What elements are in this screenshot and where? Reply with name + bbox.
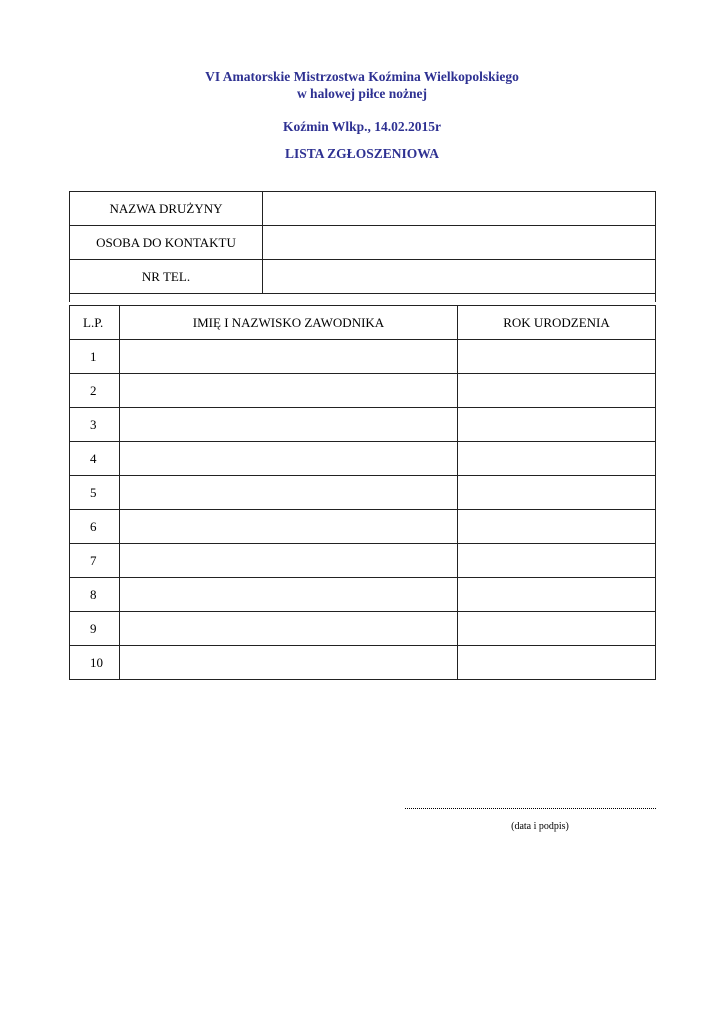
row-number: 7 <box>70 544 120 578</box>
player-name-field[interactable] <box>120 578 458 612</box>
player-name-field[interactable] <box>120 476 458 510</box>
birth-year-field[interactable] <box>458 408 656 442</box>
birth-year-field[interactable] <box>458 646 656 680</box>
col-header-name: IMIĘ I NAZWISKO ZAWODNIKA <box>120 306 458 340</box>
player-name-field[interactable] <box>120 646 458 680</box>
row-number: 6 <box>70 510 120 544</box>
signature-caption: (data i podpis) <box>511 821 569 832</box>
row-number: 4 <box>70 442 120 476</box>
player-name-field[interactable] <box>120 442 458 476</box>
player-name-field[interactable] <box>120 340 458 374</box>
table-row <box>70 544 656 578</box>
signature-line[interactable] <box>405 808 656 809</box>
table-row <box>70 374 656 408</box>
table-row <box>70 442 656 476</box>
table-row <box>70 578 656 612</box>
place-and-date: Koźmin Wlkp., 14.02.2015r <box>282 119 441 134</box>
birth-year-field[interactable] <box>458 374 656 408</box>
table-row <box>70 476 656 510</box>
birth-year-field[interactable] <box>458 544 656 578</box>
contact-label: OSOBA DO KONTAKTU <box>70 226 263 260</box>
birth-year-field[interactable] <box>458 476 656 510</box>
birth-year-field[interactable] <box>458 510 656 544</box>
row-number: 8 <box>70 578 120 612</box>
player-name-field[interactable] <box>120 544 458 578</box>
team-info-table <box>69 191 656 302</box>
table-row <box>70 646 656 680</box>
row-number: 3 <box>70 408 120 442</box>
player-name-field[interactable] <box>120 510 458 544</box>
players-header-row <box>70 306 656 340</box>
col-header-year: ROK URODZENIA <box>458 306 656 340</box>
team-name-field[interactable] <box>263 192 656 226</box>
tournament-subtitle: w halowej piłce nożnej <box>296 86 428 101</box>
birth-year-field[interactable] <box>458 578 656 612</box>
phone-label: NR TEL. <box>70 260 263 294</box>
col-header-lp: L.P. <box>70 306 120 340</box>
player-name-field[interactable] <box>120 374 458 408</box>
table-row <box>70 612 656 646</box>
contact-field[interactable] <box>263 226 656 260</box>
row-number: 5 <box>70 476 120 510</box>
table-row <box>70 340 656 374</box>
phone-row <box>70 260 656 294</box>
birth-year-field[interactable] <box>458 442 656 476</box>
row-number: 2 <box>70 374 120 408</box>
birth-year-field[interactable] <box>458 612 656 646</box>
form-title: LISTA ZGŁOSZENIOWA <box>285 146 439 161</box>
spacer-cell <box>70 294 656 303</box>
phone-field[interactable] <box>263 260 656 294</box>
row-number: 1 <box>70 340 120 374</box>
birth-year-field[interactable] <box>458 340 656 374</box>
player-name-field[interactable] <box>120 408 458 442</box>
team-name-row <box>70 192 656 226</box>
contact-row <box>70 226 656 260</box>
spacer-row <box>70 294 656 303</box>
players-table <box>69 305 656 680</box>
row-number: 9 <box>70 612 120 646</box>
table-row <box>70 510 656 544</box>
tournament-title: VI Amatorskie Mistrzostwa Koźmina Wielkopolskiego <box>205 69 519 84</box>
table-row <box>70 408 656 442</box>
row-number: 10 <box>70 646 120 680</box>
player-name-field[interactable] <box>120 612 458 646</box>
team-name-label: NAZWA DRUŻYNY <box>70 192 263 226</box>
